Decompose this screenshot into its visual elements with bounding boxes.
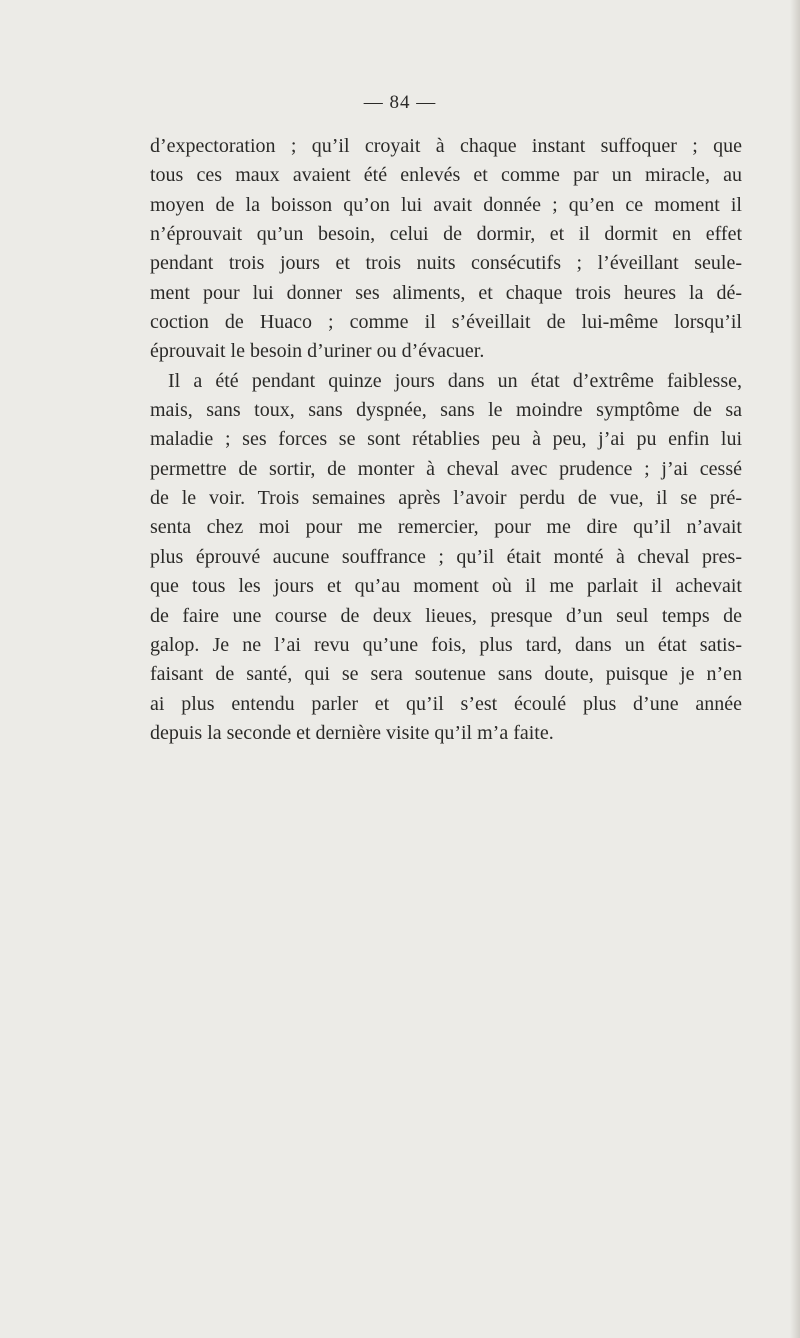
text-line: ment pour lui donner ses aliments, et chaque trois heures la dé- (150, 281, 742, 304)
text-line: de le voir. Trois semaines après l’avoir perdu de vue, il se pré- (150, 487, 742, 510)
text-line: plus éprouvé aucune souffrance ; qu’il était monté à cheval pres- (150, 545, 742, 568)
text-line: maladie ; ses forces se sont rétablies peu à peu, j’ai pu enfin lui (150, 428, 742, 451)
text-line: pendant trois jours et trois nuits consécutifs ; l’éveillant seule- (150, 252, 742, 275)
text-line: de faire une course de deux lieues, presque d’un seul temps de (150, 604, 742, 627)
body-text (150, 132, 742, 748)
text-line: moyen de la boisson qu’on lui avait donnée ; qu’en ce moment il (150, 193, 742, 216)
text-line: ai plus entendu parler et qu’il s’est écoulé plus d’une année (150, 692, 742, 715)
text-line: tous ces maux avaient été enlevés et comme par un miracle, au (150, 164, 742, 187)
text-line: permettre de sortir, de monter à cheval avec prudence ; j’ai cessé (150, 457, 742, 480)
text-line: depuis la seconde et dernière visite qu’il m’a faite. (150, 721, 554, 744)
text-line: éprouvait le besoin d’uriner ou d’évacuer. (150, 340, 485, 363)
text-line: n’éprouvait qu’un besoin, celui de dormir, et il dormit en effet (150, 223, 742, 246)
text-line: coction de Huaco ; comme il s’éveillait de lui-même lorsqu’il (150, 311, 742, 334)
page-number: — 84 — (363, 92, 437, 113)
page-edge-shadow (790, 0, 800, 1338)
text-line: mais, sans toux, sans dyspnée, sans le moindre symptôme de sa (150, 399, 742, 422)
text-line: Il a été pendant quinze jours dans un état d’extrême faiblesse, (168, 369, 742, 392)
text-line: d’expectoration ; qu’il croyait à chaque instant suffoquer ; que (150, 135, 742, 157)
text-line: faisant de santé, qui se sera soutenue sans doute, puisque je n’en (150, 663, 742, 686)
text-line: galop. Je ne l’ai revu qu’une fois, plus tard, dans un état satis- (150, 633, 742, 656)
text-line: senta chez moi pour me remercier, pour me dire qu’il n’avait (150, 516, 742, 539)
text-line: que tous les jours et qu’au moment où il me parlait il achevait (150, 575, 742, 598)
